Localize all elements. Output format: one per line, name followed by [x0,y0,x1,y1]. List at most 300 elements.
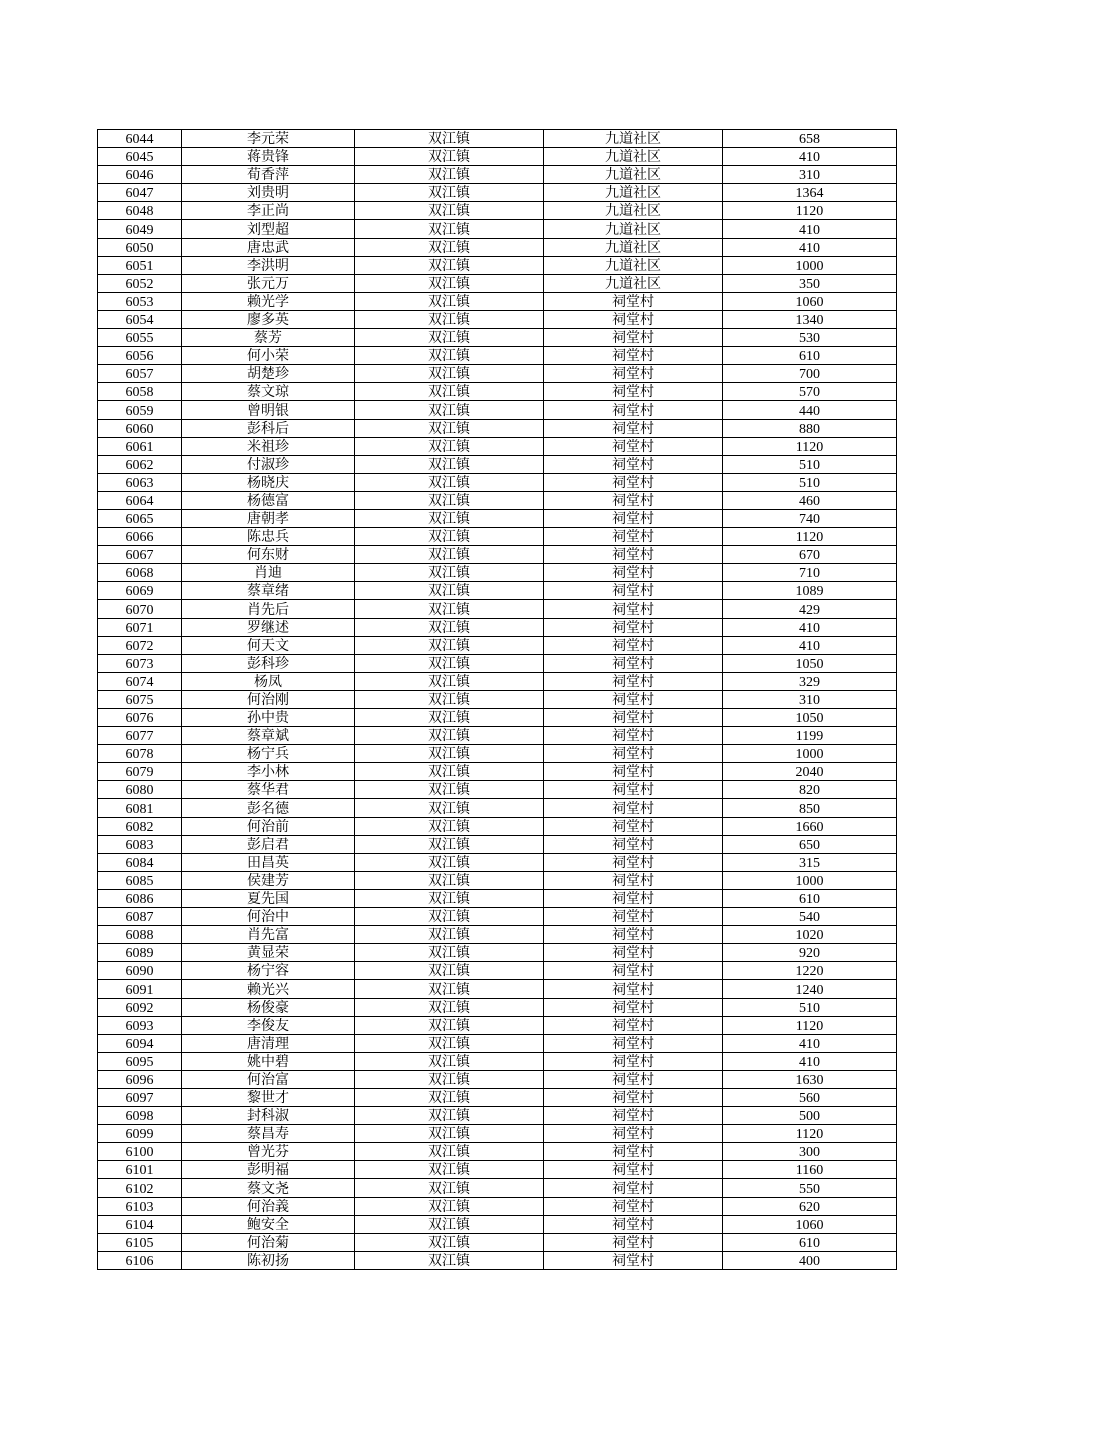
town-cell: 双江镇 [355,799,544,817]
table-row [98,763,897,781]
village-cell: 祠堂村 [544,654,723,672]
row-number-cell: 6077 [98,727,182,745]
row-number-cell: 6046 [98,166,182,184]
table-row [98,799,897,817]
table-row [98,509,897,527]
name-cell: 何治前 [182,817,355,835]
town-cell: 双江镇 [355,310,544,328]
name-cell: 蔡昌寿 [182,1125,355,1143]
row-number-cell: 6106 [98,1251,182,1269]
village-cell: 九道社区 [544,166,723,184]
table-row [98,871,897,889]
row-number-cell: 6070 [98,600,182,618]
village-cell: 祠堂村 [544,672,723,690]
name-cell: 彭明福 [182,1161,355,1179]
village-cell: 祠堂村 [544,998,723,1016]
village-cell: 祠堂村 [544,871,723,889]
row-number-cell: 6054 [98,310,182,328]
table-row [98,292,897,310]
name-cell: 罗继述 [182,618,355,636]
table-row [98,926,897,944]
row-number-cell: 6090 [98,962,182,980]
town-cell: 双江镇 [355,1161,544,1179]
name-cell: 何治中 [182,908,355,926]
town-cell: 双江镇 [355,817,544,835]
village-cell: 祠堂村 [544,1088,723,1106]
amount-cell: 610 [723,889,897,907]
name-cell: 胡楚珍 [182,365,355,383]
row-number-cell: 6056 [98,347,182,365]
name-cell: 何治富 [182,1070,355,1088]
row-number-cell: 6094 [98,1034,182,1052]
table-row [98,1016,897,1034]
row-number-cell: 6082 [98,817,182,835]
amount-cell: 429 [723,600,897,618]
town-cell: 双江镇 [355,709,544,727]
name-cell: 陈初扬 [182,1251,355,1269]
amount-cell: 710 [723,564,897,582]
amount-cell: 510 [723,998,897,1016]
row-number-cell: 6069 [98,582,182,600]
table-row [98,528,897,546]
row-number-cell: 6101 [98,1161,182,1179]
town-cell: 双江镇 [355,980,544,998]
name-cell: 黎世才 [182,1088,355,1106]
town-cell: 双江镇 [355,383,544,401]
village-cell: 祠堂村 [544,310,723,328]
village-cell: 祠堂村 [544,1143,723,1161]
table-row [98,654,897,672]
row-number-cell: 6086 [98,889,182,907]
table-row [98,781,897,799]
row-number-cell: 6051 [98,256,182,274]
table-row [98,1143,897,1161]
name-cell: 杨宁兵 [182,745,355,763]
town-cell: 双江镇 [355,528,544,546]
row-number-cell: 6087 [98,908,182,926]
town-cell: 双江镇 [355,365,544,383]
village-cell: 祠堂村 [544,853,723,871]
name-cell: 杨宁容 [182,962,355,980]
town-cell: 双江镇 [355,1215,544,1233]
table-row [98,1197,897,1215]
village-cell: 祠堂村 [544,763,723,781]
amount-cell: 300 [723,1143,897,1161]
row-number-cell: 6104 [98,1215,182,1233]
row-number-cell: 6067 [98,546,182,564]
town-cell: 双江镇 [355,1088,544,1106]
name-cell: 何东财 [182,546,355,564]
name-cell: 李俊友 [182,1016,355,1034]
row-number-cell: 6105 [98,1233,182,1251]
row-number-cell: 6092 [98,998,182,1016]
table-row [98,618,897,636]
row-number-cell: 6073 [98,654,182,672]
amount-cell: 1340 [723,310,897,328]
village-cell: 祠堂村 [544,727,723,745]
table-row [98,1251,897,1269]
village-cell: 祠堂村 [544,745,723,763]
table-row [98,1052,897,1070]
village-cell: 祠堂村 [544,491,723,509]
town-cell: 双江镇 [355,437,544,455]
row-number-cell: 6064 [98,491,182,509]
town-cell: 双江镇 [355,998,544,1016]
village-cell: 祠堂村 [544,1197,723,1215]
town-cell: 双江镇 [355,1034,544,1052]
amount-cell: 310 [723,690,897,708]
name-cell: 李小林 [182,763,355,781]
town-cell: 双江镇 [355,329,544,347]
amount-cell: 740 [723,509,897,527]
village-cell: 九道社区 [544,274,723,292]
town-cell: 双江镇 [355,473,544,491]
table-row [98,419,897,437]
row-number-cell: 6059 [98,401,182,419]
town-cell: 双江镇 [355,926,544,944]
table-row [98,455,897,473]
amount-cell: 410 [723,636,897,654]
table-row [98,383,897,401]
village-cell: 九道社区 [544,238,723,256]
row-number-cell: 6053 [98,292,182,310]
amount-cell: 350 [723,274,897,292]
village-cell: 九道社区 [544,220,723,238]
amount-cell: 1000 [723,256,897,274]
table-row [98,636,897,654]
town-cell: 双江镇 [355,871,544,889]
row-number-cell: 6095 [98,1052,182,1070]
name-cell: 黄显荣 [182,944,355,962]
table-row [98,1070,897,1088]
town-cell: 双江镇 [355,274,544,292]
table-row [98,690,897,708]
village-cell: 祠堂村 [544,781,723,799]
amount-cell: 670 [723,546,897,564]
town-cell: 双江镇 [355,401,544,419]
village-cell: 祠堂村 [544,1016,723,1034]
name-cell: 夏先国 [182,889,355,907]
town-cell: 双江镇 [355,148,544,166]
town-cell: 双江镇 [355,238,544,256]
name-cell: 蔡章绪 [182,582,355,600]
name-cell: 杨德富 [182,491,355,509]
amount-cell: 410 [723,1052,897,1070]
table-row [98,238,897,256]
town-cell: 双江镇 [355,1179,544,1197]
table-row [98,437,897,455]
name-cell: 彭科珍 [182,654,355,672]
amount-cell: 310 [723,166,897,184]
table-row [98,889,897,907]
town-cell: 双江镇 [355,564,544,582]
name-cell: 唐清理 [182,1034,355,1052]
name-cell: 田昌英 [182,853,355,871]
town-cell: 双江镇 [355,1251,544,1269]
amount-cell: 1000 [723,871,897,889]
village-cell: 祠堂村 [544,383,723,401]
amount-cell: 410 [723,220,897,238]
village-cell: 祠堂村 [544,835,723,853]
village-cell: 祠堂村 [544,1052,723,1070]
town-cell: 双江镇 [355,745,544,763]
amount-cell: 820 [723,781,897,799]
village-cell: 祠堂村 [544,1070,723,1088]
village-cell: 祠堂村 [544,437,723,455]
town-cell: 双江镇 [355,419,544,437]
table-row [98,745,897,763]
amount-cell: 1364 [723,184,897,202]
row-number-cell: 6078 [98,745,182,763]
town-cell: 双江镇 [355,636,544,654]
name-cell: 李正尚 [182,202,355,220]
data-table-body [98,130,897,1270]
amount-cell: 658 [723,130,897,148]
table-row [98,329,897,347]
town-cell: 双江镇 [355,347,544,365]
town-cell: 双江镇 [355,1197,544,1215]
row-number-cell: 6071 [98,618,182,636]
village-cell: 祠堂村 [544,600,723,618]
village-cell: 祠堂村 [544,944,723,962]
row-number-cell: 6083 [98,835,182,853]
village-cell: 祠堂村 [544,618,723,636]
village-cell: 九道社区 [544,256,723,274]
town-cell: 双江镇 [355,654,544,672]
amount-cell: 500 [723,1107,897,1125]
table-row [98,980,897,998]
row-number-cell: 6060 [98,419,182,437]
name-cell: 赖光兴 [182,980,355,998]
row-number-cell: 6050 [98,238,182,256]
town-cell: 双江镇 [355,491,544,509]
village-cell: 九道社区 [544,130,723,148]
amount-cell: 329 [723,672,897,690]
town-cell: 双江镇 [355,1107,544,1125]
row-number-cell: 6081 [98,799,182,817]
village-cell: 祠堂村 [544,908,723,926]
town-cell: 双江镇 [355,600,544,618]
amount-cell: 1120 [723,437,897,455]
town-cell: 双江镇 [355,727,544,745]
name-cell: 杨凤 [182,672,355,690]
name-cell: 蔡芳 [182,329,355,347]
town-cell: 双江镇 [355,889,544,907]
village-cell: 祠堂村 [544,1107,723,1125]
town-cell: 双江镇 [355,220,544,238]
town-cell: 双江镇 [355,130,544,148]
table-row [98,1161,897,1179]
amount-cell: 1120 [723,202,897,220]
amount-cell: 1160 [723,1161,897,1179]
row-number-cell: 6085 [98,871,182,889]
village-cell: 祠堂村 [544,564,723,582]
name-cell: 蔡华君 [182,781,355,799]
table-row [98,1233,897,1251]
amount-cell: 1120 [723,1125,897,1143]
table-row [98,709,897,727]
amount-cell: 1060 [723,1215,897,1233]
town-cell: 双江镇 [355,184,544,202]
row-number-cell: 6047 [98,184,182,202]
village-cell: 祠堂村 [544,1125,723,1143]
amount-cell: 1220 [723,962,897,980]
data-table [97,129,897,1270]
amount-cell: 620 [723,1197,897,1215]
table-row [98,817,897,835]
amount-cell: 400 [723,1251,897,1269]
name-cell: 彭科后 [182,419,355,437]
name-cell: 唐朝孝 [182,509,355,527]
row-number-cell: 6080 [98,781,182,799]
name-cell: 侯建芳 [182,871,355,889]
row-number-cell: 6098 [98,1107,182,1125]
amount-cell: 440 [723,401,897,419]
table-row [98,220,897,238]
name-cell: 赖光学 [182,292,355,310]
town-cell: 双江镇 [355,1070,544,1088]
name-cell: 杨晓庆 [182,473,355,491]
amount-cell: 550 [723,1179,897,1197]
name-cell: 米祖珍 [182,437,355,455]
name-cell: 何治刚 [182,690,355,708]
village-cell: 祠堂村 [544,1251,723,1269]
table-row [98,835,897,853]
village-cell: 祠堂村 [544,365,723,383]
table-row [98,166,897,184]
table-row [98,256,897,274]
name-cell: 张元万 [182,274,355,292]
town-cell: 双江镇 [355,763,544,781]
amount-cell: 650 [723,835,897,853]
row-number-cell: 6089 [98,944,182,962]
village-cell: 祠堂村 [544,419,723,437]
town-cell: 双江镇 [355,690,544,708]
name-cell: 刘贵明 [182,184,355,202]
row-number-cell: 6099 [98,1125,182,1143]
name-cell: 李元荣 [182,130,355,148]
table-row [98,130,897,148]
town-cell: 双江镇 [355,509,544,527]
town-cell: 双江镇 [355,1125,544,1143]
table-row [98,310,897,328]
village-cell: 祠堂村 [544,401,723,419]
name-cell: 李洪明 [182,256,355,274]
row-number-cell: 6055 [98,329,182,347]
amount-cell: 410 [723,618,897,636]
table-row [98,1125,897,1143]
table-row [98,491,897,509]
village-cell: 祠堂村 [544,1034,723,1052]
row-number-cell: 6075 [98,690,182,708]
village-cell: 九道社区 [544,148,723,166]
name-cell: 何治義 [182,1197,355,1215]
village-cell: 祠堂村 [544,329,723,347]
name-cell: 何小荣 [182,347,355,365]
amount-cell: 510 [723,455,897,473]
table-row [98,546,897,564]
table-row [98,727,897,745]
row-number-cell: 6061 [98,437,182,455]
table-row [98,998,897,1016]
table-row [98,908,897,926]
table-row [98,853,897,871]
village-cell: 祠堂村 [544,582,723,600]
name-cell: 蔡文尧 [182,1179,355,1197]
town-cell: 双江镇 [355,166,544,184]
village-cell: 祠堂村 [544,799,723,817]
name-cell: 唐忠武 [182,238,355,256]
amount-cell: 1120 [723,1016,897,1034]
table-row [98,944,897,962]
village-cell: 祠堂村 [544,473,723,491]
row-number-cell: 6072 [98,636,182,654]
village-cell: 祠堂村 [544,709,723,727]
name-cell: 蔡章斌 [182,727,355,745]
amount-cell: 610 [723,347,897,365]
amount-cell: 1060 [723,292,897,310]
village-cell: 祠堂村 [544,509,723,527]
row-number-cell: 6079 [98,763,182,781]
table-row [98,274,897,292]
town-cell: 双江镇 [355,618,544,636]
row-number-cell: 6091 [98,980,182,998]
amount-cell: 1020 [723,926,897,944]
row-number-cell: 6103 [98,1197,182,1215]
table-row [98,672,897,690]
town-cell: 双江镇 [355,256,544,274]
village-cell: 祠堂村 [544,636,723,654]
table-row [98,1034,897,1052]
row-number-cell: 6065 [98,509,182,527]
row-number-cell: 6044 [98,130,182,148]
table-row [98,582,897,600]
name-cell: 曾明银 [182,401,355,419]
amount-cell: 1120 [723,528,897,546]
name-cell: 蔡文琼 [182,383,355,401]
table-row [98,148,897,166]
table-row [98,564,897,582]
name-cell: 孙中贵 [182,709,355,727]
name-cell: 何天文 [182,636,355,654]
town-cell: 双江镇 [355,582,544,600]
village-cell: 九道社区 [544,184,723,202]
row-number-cell: 6048 [98,202,182,220]
name-cell: 肖先后 [182,600,355,618]
village-cell: 祠堂村 [544,889,723,907]
name-cell: 肖迪 [182,564,355,582]
row-number-cell: 6088 [98,926,182,944]
table-row [98,473,897,491]
table-row [98,962,897,980]
row-number-cell: 6076 [98,709,182,727]
amount-cell: 610 [723,1233,897,1251]
amount-cell: 540 [723,908,897,926]
row-number-cell: 6057 [98,365,182,383]
village-cell: 祠堂村 [544,690,723,708]
table-row [98,347,897,365]
row-number-cell: 6062 [98,455,182,473]
village-cell: 祠堂村 [544,1215,723,1233]
amount-cell: 880 [723,419,897,437]
table-row [98,202,897,220]
amount-cell: 410 [723,238,897,256]
table-row [98,401,897,419]
name-cell: 彭启君 [182,835,355,853]
amount-cell: 1050 [723,709,897,727]
row-number-cell: 6096 [98,1070,182,1088]
name-cell: 荀香萍 [182,166,355,184]
